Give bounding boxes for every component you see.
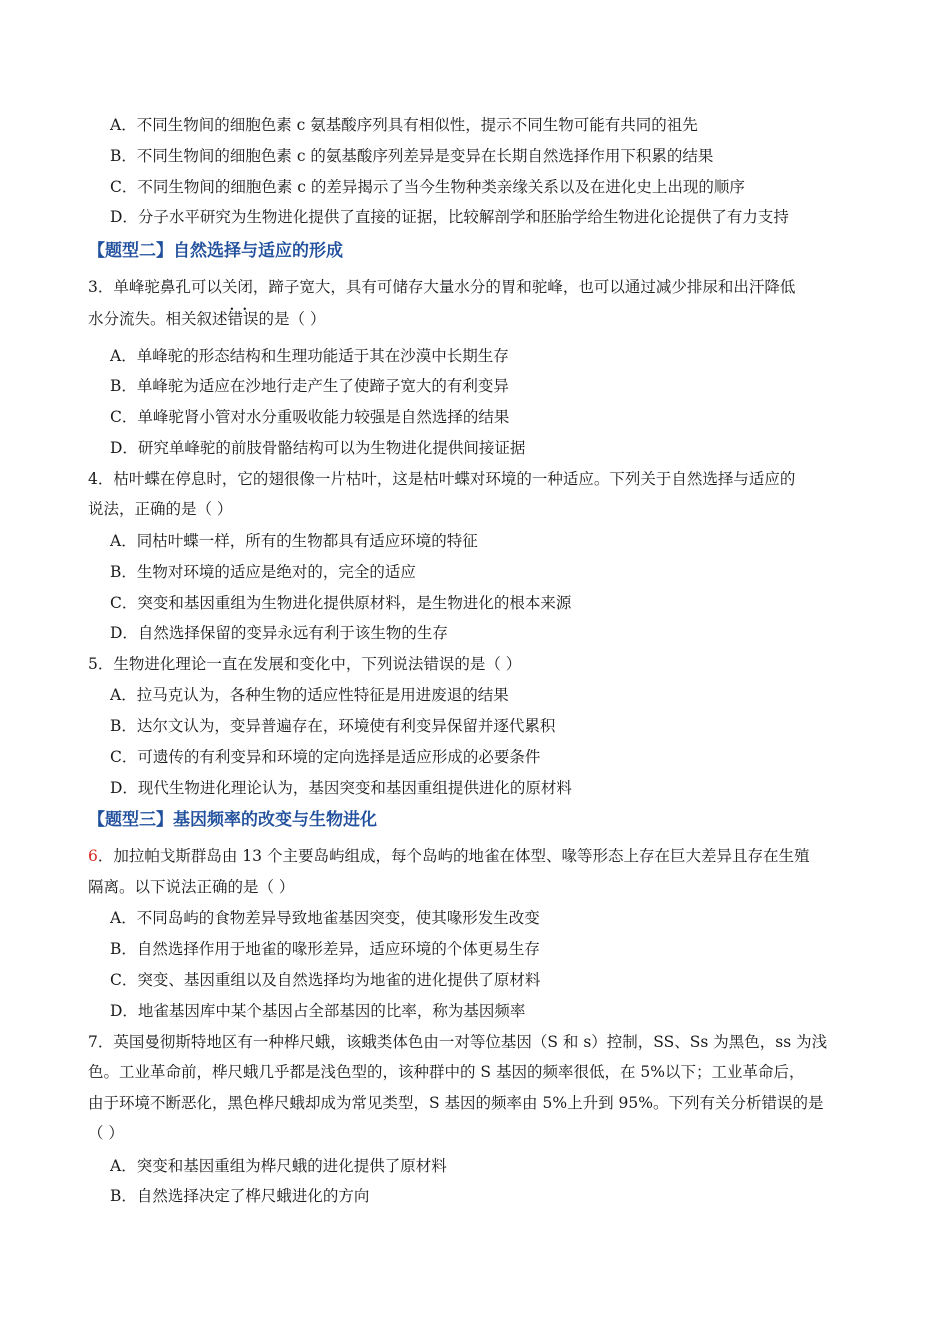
- q5-option-d: D．现代生物进化理论认为，基因突变和基因重组提供进化的原材料: [110, 779, 572, 797]
- q3-option-c: C．单峰驼肾小管对水分重吸收能力较强是自然选择的结果: [110, 408, 510, 426]
- q4-option-d: D．自然选择保留的变异永远有利于该生物的生存: [110, 624, 448, 642]
- q3-emphasis-word: • • 错误: [228, 310, 259, 328]
- q7-stem-line3: 由于环境不断恶化，黑色桦尺蛾却成为常见类型，S 基因的频率由 5%上升到 95%。下列有关分析错误的是: [88, 1094, 824, 1112]
- q7-option-b: B．自然选择决定了桦尺蛾进化的方向: [110, 1187, 370, 1205]
- q6-option-d: D．地雀基因库中某个基因占全部基因的比率，称为基因频率: [110, 1002, 526, 1020]
- q2-option-d: D．分子水平研究为生物进化提供了直接的证据，比较解剖学和胚胎学给生物进化论提供了有力支持: [110, 208, 789, 226]
- q2-option-c: C．不同生物间的细胞色素 c 的差异揭示了当今生物种类亲缘关系以及在进化史上出现的顺序: [110, 178, 745, 196]
- q5-option-c: C．可遗传的有利变异和环境的定向选择是适应形成的必要条件: [110, 748, 541, 766]
- q6-option-c: C．突变、基因重组以及自然选择均为地雀的进化提供了原材料: [110, 971, 541, 989]
- q3-stem-line1: 3．单峰驼鼻孔可以关闭，蹄子宽大，具有可储存大量水分的胃和驼峰，也可以通过减少排尿和出汗降低: [88, 278, 796, 296]
- q3-stem-pre: 水分流失。相关叙述: [88, 310, 228, 328]
- q4-option-c: C．突变和基因重组为生物进化提供原材料，是生物进化的根本来源: [110, 594, 572, 612]
- q4-option-b: B．生物对环境的适应是绝对的，完全的适应: [110, 563, 416, 581]
- section-heading-2: 【题型二】自然选择与适应的形成: [88, 241, 343, 261]
- q6-stem-line1: [88, 845, 809, 867]
- q6-number: 6: [88, 847, 98, 865]
- q7-stem-line1: 7．英国曼彻斯特地区有一种桦尺蛾，该蛾类体色由一对等位基因（S 和 s）控制，SS、Ss 为黑色，ss 为浅: [88, 1033, 828, 1051]
- q5-option-a: A．拉马克认为，各种生物的适应性特征是用进废退的结果: [110, 686, 509, 704]
- q2-option-b: B．不同生物间的细胞色素 c 的氨基酸序列差异是变异在长期自然选择作用下积累的结果: [110, 147, 714, 165]
- q6-option-b: B．自然选择作用于地雀的喙形差异，适应环境的个体更易生存: [110, 940, 540, 958]
- q4-option-a: A．同枯叶蝶一样，所有的生物都具有适应环境的特征: [110, 532, 478, 550]
- q7-option-a: A．突变和基因重组为桦尺蛾的进化提供了原材料: [110, 1157, 447, 1175]
- q5-stem-line1: 5．生物进化理论一直在发展和变化中，下列说法错误的是（ ）: [88, 655, 522, 673]
- q3-option-a: A．单峰驼的形态结构和生理功能适于其在沙漠中长期生存: [110, 347, 509, 365]
- q2-option-a: A．不同生物间的细胞色素 c 氨基酸序列具有相似性，提示不同生物可能有共同的祖先: [110, 116, 698, 134]
- q3-stem-line2: [88, 308, 325, 330]
- q5-option-b: B．达尔文认为，变异普遍存在，环境使有利变异保留并逐代累积: [110, 717, 556, 735]
- q3-option-d: D．研究单峰驼的前肢骨骼结构可以为生物进化提供间接证据: [110, 439, 526, 457]
- q6-stem-line2: 隔离。以下说法正确的是（ ）: [88, 878, 295, 896]
- q3-option-b: B．单峰驼为适应在沙地行走产生了使蹄子宽大的有利变异: [110, 377, 509, 395]
- q4-stem-line1: 4．枯叶蝶在停息时，它的翅很像一片枯叶，这是枯叶蝶对环境的一种适应。下列关于自然选择与适应的: [88, 470, 796, 488]
- q6-stem-text: ．加拉帕戈斯群岛由 13 个主要岛屿组成，每个岛屿的地雀在体型、喙等形态上存在巨大差异且存在生殖: [97, 847, 810, 865]
- q7-stem-line2: 色。工业革命前，桦尺蛾几乎都是浅色型的，该种群中的 S 基因的频率很低，在 5%以下；工业革命后，: [88, 1063, 805, 1081]
- q6-option-a: A．不同岛屿的食物差异导致地雀基因突变，使其喙形发生改变: [110, 909, 540, 927]
- q7-stem-line4: （ ）: [88, 1124, 124, 1142]
- q3-stem-post: 的是（ ）: [258, 310, 326, 328]
- q4-stem-line2: 说法，正确的是（ ）: [88, 500, 233, 518]
- section-heading-3: 【题型三】基因频率的改变与生物进化: [88, 810, 377, 830]
